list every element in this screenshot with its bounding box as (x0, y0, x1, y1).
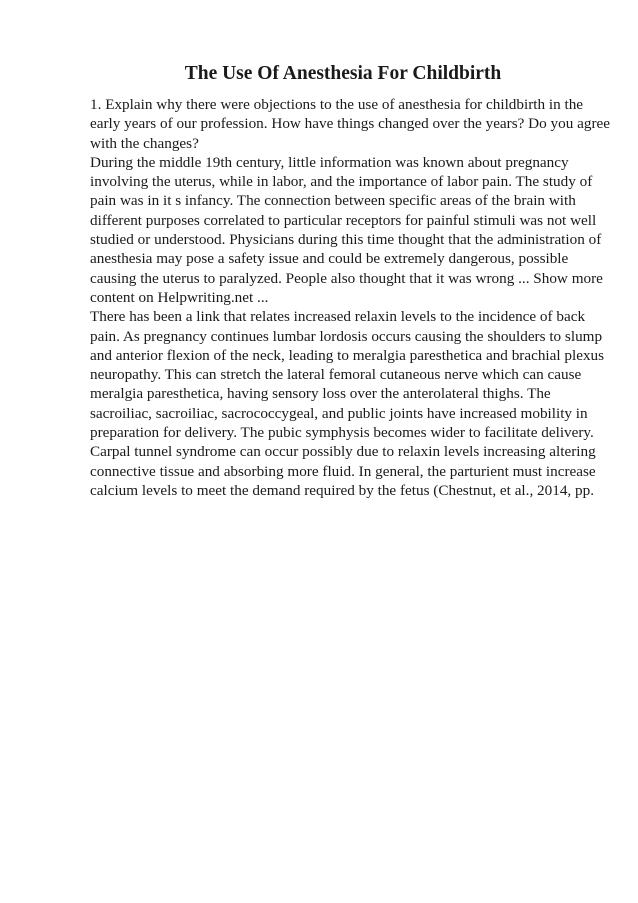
body-line: During the middle 19th century, little information was known about pregnancy (90, 153, 569, 171)
body-line: content on Helpwriting.net ... (90, 288, 269, 306)
body-line: 1. Explain why there were objections to the use of anesthesia for childbirth in the (90, 96, 584, 113)
document-title: The Use Of Anesthesia For Childbirth (184, 63, 502, 84)
document-body (90, 95, 610, 500)
body-line: pain. As pregnancy continues lumbar lordosis occurs causing the shoulders to slump (90, 327, 603, 345)
body-line: sacroiliac, sacroiliac, sacrococcygeal, and public joints have increased mobility in (90, 404, 588, 422)
body-line: causing the uterus to paralyzed. People also thought that it was wrong ... Show more (90, 269, 603, 287)
body-line: calcium levels to meet the demand required by the fetus (Chestnut, et al., 2014, pp. (90, 481, 594, 499)
body-line: involving the uterus, while in labor, and the importance of labor pain. The study of (90, 173, 593, 191)
body-line: There has been a link that relates increased relaxin levels to the incidence of back (90, 308, 586, 326)
body-line: different purposes correlated to particular receptors for painful stimuli was not well (90, 211, 597, 229)
body-line: with the changes? (90, 134, 199, 152)
body-line: and anterior flexion of the neck, leading to meralgia paresthetica and brachial plexus (90, 346, 605, 364)
body-line: Carpal tunnel syndrome can occur possibly due to relaxin levels increasing altering (90, 443, 596, 461)
body-line: anesthesia may pose a safety issue and could be extremely dangerous, possible (90, 250, 569, 268)
body-line: studied or understood. Physicians during this time thought that the administration of (90, 231, 602, 249)
body-line: pain was in it s infancy. The connection between specific areas of the brain with (90, 192, 576, 210)
body-line: early years of our profession. How have things changed over the years? Do you agree (90, 115, 610, 133)
body-line: connective tissue and absorbing more fluid. In general, the parturient must increase (90, 462, 596, 480)
body-line: neuropathy. This can stretch the lateral femoral cutaneous nerve which can cause (90, 366, 582, 384)
body-line: meralgia paresthetica, having sensory loss over the anterolateral thighs. The (90, 385, 551, 403)
body-line: preparation for delivery. The pubic symphysis becomes wider to facilitate delivery. (90, 424, 594, 442)
